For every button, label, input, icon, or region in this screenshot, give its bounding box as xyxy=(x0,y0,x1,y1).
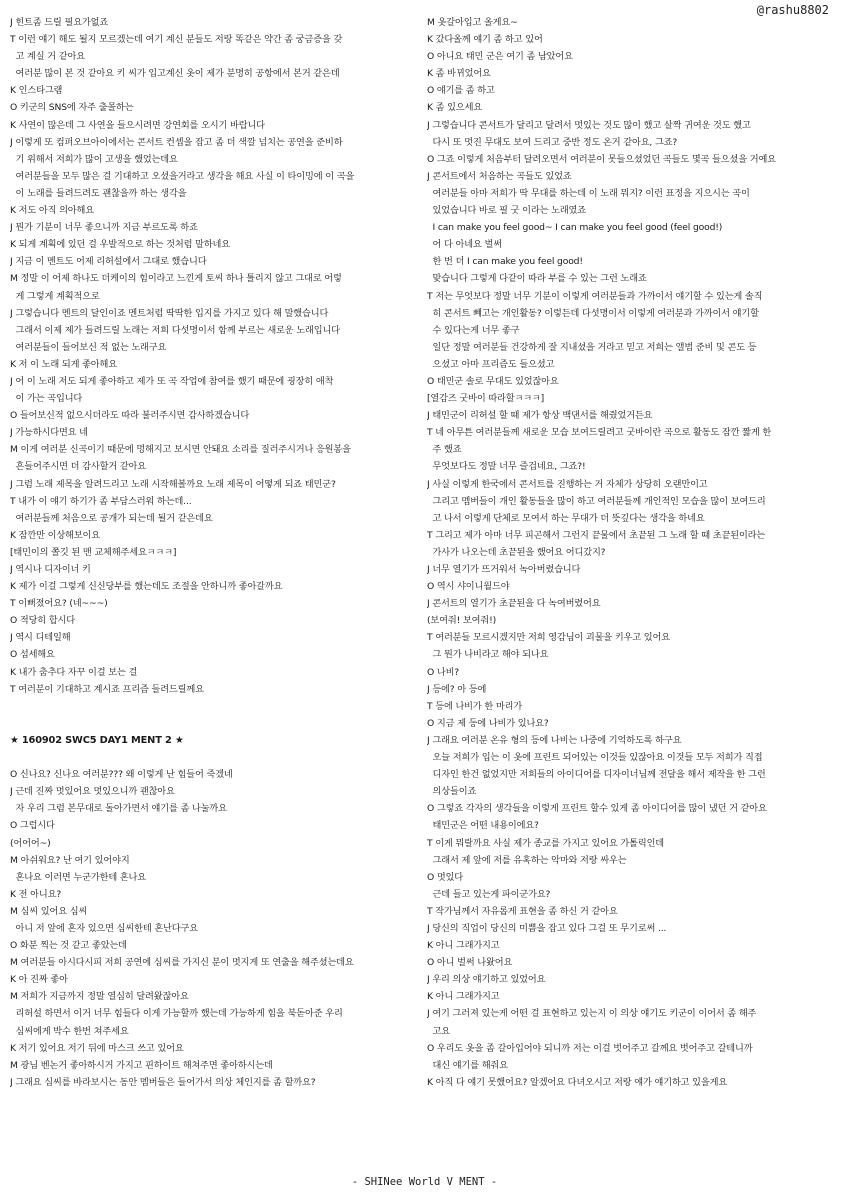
transcript-line: T 여러분이 기대하고 계시죠 프리즘 들려드릴께요 xyxy=(10,683,204,695)
transcript-line: J 가능하시다면요 네 xyxy=(10,427,88,439)
transcript-line: K 좀 있으세요 xyxy=(427,102,483,114)
transcript-line: J 그래요 여러분 온유 형의 등에 나비는 나중에 기억하도록 하구요 xyxy=(427,734,682,746)
transcript-line xyxy=(10,715,415,732)
transcript-line: T 이게 뭐랄까요 사실 제가 종교를 가지고 있어요 가톨릭인데 xyxy=(427,837,665,849)
transcript-line: J 여기 그러져 있는게 어떤 걸 표현하고 있는지 이 의상 얘기도 키군이 이어서 좀 해주 xyxy=(427,1008,757,1020)
transcript-line: 태민군은 어떤 내용이에요? xyxy=(427,820,539,832)
transcript-line: J 그렇습니다 콘서트가 달리고 달려서 멋있는 것도 많이 했고 살짝 귀여운 것도 했고 xyxy=(427,119,751,131)
transcript-line: I can make you feel good~ I can make you feel good (feel good!) xyxy=(427,222,723,234)
transcript-line: O 화분 찍는 것 같고 좋았는데 xyxy=(10,940,127,952)
transcript-line: 어 다 아네요 벌써 xyxy=(427,239,502,251)
transcript-line: J 뭔가 기분이 너무 좋으니까 지금 부르도록 하죠 xyxy=(10,222,198,234)
transcript-line: 그래서 제 앞에 저를 유혹하는 악마와 저랑 싸우는 xyxy=(427,854,627,866)
transcript-line: 있었습니다 바로 필 굿 이라는 노래였죠 xyxy=(427,205,586,217)
transcript-line: M 옷갈아입고 올게요~ xyxy=(427,17,518,28)
transcript-line: J 콘서트의 열기가 초끝된을 다 녹여버렸어요 xyxy=(427,598,601,610)
transcript-line: M 여러분들 아시다시피 저희 공연에 심씨를 가지신 분이 멋지게 또 연출을 해주셨는데요 xyxy=(10,957,354,969)
transcript-line: 심씨에게 박수 한번 쳐주세요 xyxy=(10,1025,129,1037)
transcript-line: K 아니 그래가지고 xyxy=(427,991,500,1003)
transcript-line: O 적당히 합시다 xyxy=(10,615,75,627)
transcript-line: 그리고 멤버들이 개인 활동들을 많이 하고 여러분들께 개인적인 모습을 많이 보여드리 xyxy=(427,495,766,507)
transcript-line: (어어어~) xyxy=(10,837,51,849)
transcript-line: 대신 얘기를 해줘요 xyxy=(427,1059,508,1071)
transcript-line: T 여러분들 모르시겠지만 저희 영감님이 괴물을 키우고 있어요 xyxy=(427,632,670,644)
transcript-line: O 아니 벌써 나왔어요 xyxy=(427,957,513,969)
transcript-line: 수 있다는게 너무 좋구 xyxy=(427,324,520,336)
transcript-line: T 네 아무튼 여러분들께 새로운 모습 보여드릴려고 굿바이란 곡으로 활동도 잠깐 짧게 한 xyxy=(427,427,772,439)
transcript-line: 오늘 저희가 입는 이 옷에 프린트 되어있는 이것들 있잖아요 이것들 모두 저희가 직접 xyxy=(427,752,763,764)
transcript-line: K 인스타그램 xyxy=(10,85,63,97)
transcript-line: O 섬세해요 xyxy=(10,649,55,661)
transcript-line: O 들어보신적 없으시더라도 따라 불러주시면 감사하겠습니다 xyxy=(10,410,250,422)
transcript-line: K 되게 계획에 있던 걸 우발적으로 하는 것처럼 말하네요 xyxy=(10,239,230,251)
transcript-line: 기 위해서 저희가 많이 고생을 했었는데요 xyxy=(10,153,178,165)
transcript-line: 고요 xyxy=(427,1025,450,1037)
transcript-line: 히 콘서트 빼고는 개인활동? 이렇든데 다섯명이서 이렇게 여러분과 가까이서 얘기할 xyxy=(427,307,759,319)
transcript-line: 근데 들고 있는게 파이군가요? xyxy=(427,888,551,900)
transcript-line: T 등에 나비가 한 마리가 xyxy=(427,700,523,712)
transcript-line: M 저희가 지금까지 정말 열심히 달려왔잖아요 xyxy=(10,991,189,1003)
transcript-line: 고 나서 이렇게 단체로 모여서 하는 무대가 더 뜻깊다는 생각을 하네요 xyxy=(427,512,705,524)
transcript-line: T 저는 무엇보다 정말 너무 기분이 이렇게 여러분들과 가까이서 얘기할 수 있는게 솔직 xyxy=(427,290,763,302)
transcript-line: 자 우리 그럼 본무대로 돌아가면서 얘기를 좀 나눌까요 xyxy=(10,803,227,815)
transcript-line: J 사실 이렇게 한국에서 콘서트를 진행하는 거 자체가 상당히 오랜만이고 xyxy=(427,478,708,490)
transcript-line: 흔들어주시면 더 감사할거 같아요 xyxy=(10,461,147,473)
transcript-line: O 신나요? 신나요 여러분??? 왜 이렇게 난 힘들어 죽겠네 xyxy=(10,769,233,781)
transcript-line: 여러분들을 모두 많은 걸 기대하고 오셨을거라고 생각을 해요 사실 이 타이밍에 이 곡을 xyxy=(10,170,355,182)
transcript-line: 무엇보다도 정말 너무 즐겁네요, 그죠?! xyxy=(427,461,586,473)
transcript-line: K 전 아니요? xyxy=(10,888,62,900)
transcript-line: J 어 이 노래 저도 되게 좋아하고 제가 또 곡 작업에 참여를 했기 때문에 굉장히 애착 xyxy=(10,375,334,387)
transcript-line: K 아직 다 얘기 못했어요? 알겠어요 다녀오시고 저랑 얘가 얘기하고 있을게요 xyxy=(427,1076,728,1088)
transcript-line: 여러분들 아마 저희가 딱 무대를 하는데 이 노래 뭐지? 이런 표정을 지으시는 곡이 xyxy=(427,187,750,199)
transcript-line: 혼나요 이러면 누군가한테 혼나요 xyxy=(10,871,147,883)
transcript-line: J 이렇게 또 컴퍼오브아이에서는 콘서트 컨셉을 잡고 좀 더 색깔 넘치는 공연을 준비하 xyxy=(10,136,343,148)
transcript-line: K 갔다올께 얘기 좀 하고 있어 xyxy=(427,34,543,46)
transcript-line: J 너무 열기가 뜨거워서 녹아버렸습니다 xyxy=(427,564,581,575)
transcript-line: O 얘기를 좀 하고 xyxy=(427,85,495,97)
transcript-line: 그 뭔가 나비라고 해야 되나요 xyxy=(427,649,549,661)
transcript-line: 이 노래를 들려드려도 괜찮을까 하는 생각을 xyxy=(10,187,187,199)
transcript-line: J 태민군이 리허설 할 때 제가 항상 백댄서를 해줬었거든요 xyxy=(427,410,653,422)
transcript-line: K 저 이 노래 되게 좋아해요 xyxy=(10,358,117,370)
transcript-line: T 작가님께서 자유롭게 표현을 좀 하신 거 같아요 xyxy=(427,905,618,917)
transcript-line: O 그렇죠 각자의 생각들을 이렇게 프린트 할수 있게 좀 아이디어를 많이 냈던 거 같아요 xyxy=(427,803,767,815)
transcript-line: O 키군의 SNS에 자주 출몰하는 xyxy=(10,102,134,114)
transcript-line: 아니 저 앞에 혼자 있으면 심씨한테 혼난다구요 xyxy=(10,922,198,934)
transcript-line: [열감즈 굿바이 따라할ㅋㅋㅋ] xyxy=(427,393,545,405)
transcript-line: 주 했죠 xyxy=(427,444,462,456)
transcript-line: J 그럼 노래 제목을 알려드리고 노래 시작해볼까요 노래 제목이 어떻게 되죠 태민군? xyxy=(10,478,336,490)
transcript-line: J 그래요 심씨를 바라보시는 동안 멤버들은 들어가서 의상 체인지를 좀 할까요? xyxy=(10,1076,316,1088)
transcript-line: J 콘서트에서 처음하는 곡들도 있었죠 xyxy=(427,170,572,182)
transcript-line: 다시 또 멋진 무대도 보여 드리고 중반 정도 온거 같아요, 그죠? xyxy=(427,136,678,148)
transcript-line: 일단 정말 여러분들 건강하게 잘 지내셨을 거라고 믿고 저희는 앨범 준비 및 콘도 등 xyxy=(427,341,757,353)
page-footer: - SHINee World V MENT - xyxy=(351,1176,498,1188)
transcript-line: J 역시나 디자이너 키 xyxy=(10,564,91,575)
transcript-line: T 이런 얘기 해도 될지 모르겠는데 여기 계신 분들도 저랑 똑같은 약간 좀 궁금증을 갖 xyxy=(10,34,343,46)
transcript-line: T 내가 이 얘기 하기가 좀 부담스러워 하는데... xyxy=(10,495,192,507)
transcript-line: 여러분 많이 본 것 같아요 키 씨가 입고계신 옷이 제가 분명히 공항에서 본거 같은데 xyxy=(10,68,340,80)
transcript-line: J 등에? 아 등에 xyxy=(427,683,487,695)
transcript-line: O 역시 샤이니월드야 xyxy=(427,581,510,593)
transcript-line: J 근데 진짜 멋있어요 멋있으니까 괜찮아요 xyxy=(10,786,175,798)
transcript-line: K 아 진짜 좋아 xyxy=(10,974,68,986)
transcript-line: 그래서 이제 제가 들려드릴 노래는 저희 다섯명이서 함께 부르는 새로운 노래입니다 xyxy=(10,324,340,336)
transcript-line: O 멋있다 xyxy=(427,871,464,883)
section-title: ★ 160902 SWC5 DAY1 MENT 2 ★ xyxy=(10,734,184,746)
transcript-line: K 아니 그래가지고 xyxy=(427,940,500,952)
transcript-line: 으셨고 아마 프리즘도 들으셨고 xyxy=(427,358,555,370)
transcript-line xyxy=(10,749,415,766)
transcript-line: O 나비? xyxy=(427,666,460,678)
transcript-line: O 태민군 솔로 무대도 있었잖아요 xyxy=(427,375,559,387)
transcript-line: 리허설 하면서 이거 너무 힘들다 이게 가능할까 했는데 가능하게 힘을 북돋아준 우리 xyxy=(10,1008,343,1020)
transcript-line: M 심씨 있어요 심씨 xyxy=(10,905,88,917)
transcript-line: T 그리고 제가 아마 너무 피곤해서 그런지 끝물에서 초끝된 그 노래 할 때 초끝된이라는 xyxy=(427,529,766,541)
transcript-line: J 힌트좀 드릴 필요가없죠 xyxy=(10,17,109,28)
transcript-line: 가사가 나오는데 초끝된을 했어요 어디갔지? xyxy=(427,546,606,558)
transcript-line: J 그렇습니다 멘트의 달인이죠 멘트처럼 딱딱한 입지를 가지고 있다 해 말했습니다 xyxy=(10,307,329,319)
transcript-line: K 저기 있어요 저기 뒤에 마스크 쓰고 있어요 xyxy=(10,1042,184,1054)
transcript-line: 디자인 한건 없었지만 저희들의 아이디어를 디자이너님께 전달을 해서 제작을 한 그런 xyxy=(427,769,766,781)
author-handle: @rashu8802 xyxy=(756,3,829,17)
transcript-line: 고 계실 거 같아요 xyxy=(10,51,85,63)
transcript-line: [태민이의 쫄깃 된 맨 교체해주세요ㅋㅋㅋ] xyxy=(10,546,177,558)
transcript-line: J 역시 디테일해 xyxy=(10,632,71,644)
transcript-line: 여러분들께 처음으로 공개가 되는데 될거 같은데요 xyxy=(10,512,213,524)
transcript-line: J 우리 의상 얘기하고 있었어요 xyxy=(427,974,546,986)
left-text-column xyxy=(10,14,415,1091)
transcript-line: O 우리도 옷을 좀 갈아입어야 되니까 저는 이걸 벗어주고 갈께요 벗어주고 갈테니까 xyxy=(427,1042,753,1054)
transcript-line: T 이뻐졌어요? (네~~~) xyxy=(10,598,108,610)
transcript-line: K 좀 바뀌었어요 xyxy=(427,68,491,80)
transcript-line: M 이게 여러분 신곡이기 때문에 멍해지고 보시면 안돼요 소리를 질러주시거나 응원봉을 xyxy=(10,444,351,456)
transcript-line: O 지금 제 등에 나비가 있나요? xyxy=(427,717,549,729)
transcript-line: 이 가는 곡입니다 xyxy=(10,393,83,405)
transcript-line: 게 그렇게 계획적으로 xyxy=(10,290,100,302)
transcript-line: O 그죠 이렇게 처음부터 달려오면서 여러분이 못들으셨었던 곡들도 몇곡 들으셨을 거예요 xyxy=(427,153,776,165)
right-text-column xyxy=(427,14,832,1091)
transcript-line: K 내가 춤추다 자꾸 이걸 보는 걸 xyxy=(10,666,138,678)
transcript-line: M 정말 이 어제 하나도 더케이의 힘이라고 느낀게 토씨 하나 틀리지 않고 그대로 어렇 xyxy=(10,273,342,285)
transcript-line: O 그럽시다 xyxy=(10,820,55,832)
transcript-line: 한 번 더 I can make you feel good! xyxy=(427,256,583,268)
transcript-line: M 아쉬워요? 난 여기 있어야지 xyxy=(10,854,130,866)
transcript-line: M 광님 벤논거 좋아하시거 가지고 핀하이트 해쳐주면 좋아하시는데 xyxy=(10,1059,273,1071)
transcript-line: K 사연이 많은데 그 사연을 들으시려면 강연회를 오시기 바랍니다 xyxy=(10,119,265,131)
transcript-line: 여러분들이 들어보신 적 없는 노래구요 xyxy=(10,341,167,353)
transcript-line: K 저도 아직 의아해요 xyxy=(10,205,94,217)
transcript-line: K 제가 이걸 그렇게 신신당부를 했는데도 조절을 안하니까 좋아갈까요 xyxy=(10,581,283,593)
transcript-line xyxy=(10,698,415,715)
transcript-line: O 아니요 태민 군은 여기 좀 남았어요 xyxy=(427,51,573,63)
transcript-line: 맞습니다 그렇게 다같이 따라 부를 수 있는 그런 노래죠 xyxy=(427,273,647,285)
transcript-line: J 지금 이 멘트도 어제 리허설에서 그대로 했습니다 xyxy=(10,256,207,268)
transcript-line: J 당신의 직업이 당신의 미쁨을 잡고 있다 그걸 또 무기로써 ... xyxy=(427,922,667,934)
transcript-line: K 잠깐만 이상해보이요 xyxy=(10,529,100,541)
transcript-line: (보여줘! 보여줘!) xyxy=(427,615,497,627)
transcript-line: 의상들이죠 xyxy=(427,786,477,798)
